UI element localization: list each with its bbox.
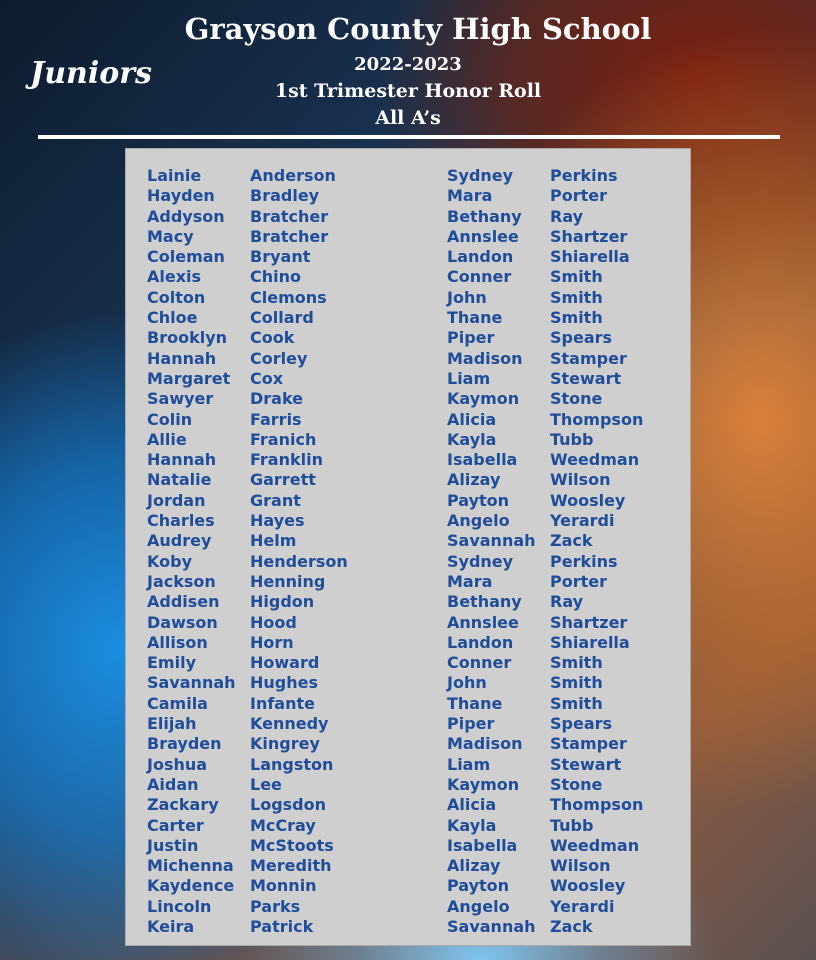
student-last-name: Spears bbox=[550, 714, 613, 734]
student-first-name: Colton bbox=[147, 287, 206, 307]
student-first-name: Payton bbox=[447, 490, 510, 510]
student-first-name: Kaymon bbox=[447, 389, 520, 409]
student-first-name: Conner bbox=[447, 267, 512, 287]
student-first-name: Piper bbox=[447, 328, 495, 348]
student-first-name: Alexis bbox=[147, 267, 202, 287]
student-last-name: Ray bbox=[550, 592, 584, 612]
student-last-name: Kennedy bbox=[250, 714, 329, 734]
student-last-name: Clemons bbox=[250, 287, 327, 307]
student-last-name: Corley bbox=[250, 348, 308, 368]
student-first-name: Savannah bbox=[147, 673, 236, 693]
student-last-name: Perkins bbox=[550, 551, 618, 571]
student-last-name: Woosley bbox=[550, 490, 626, 510]
student-first-name: Alicia bbox=[447, 409, 497, 429]
student-last-name: Drake bbox=[250, 389, 304, 409]
honor-roll-term: 1st Trimester Honor Roll bbox=[274, 80, 542, 102]
student-first-name: Annslee bbox=[447, 612, 519, 632]
student-first-name: Sawyer bbox=[147, 389, 214, 409]
student-first-name: Hayden bbox=[147, 186, 215, 206]
student-first-name: Savannah bbox=[447, 916, 536, 936]
student-first-name: Piper bbox=[447, 714, 495, 734]
student-first-name: Alizay bbox=[447, 856, 501, 876]
student-first-name: Madison bbox=[447, 734, 523, 754]
student-last-name: Ray bbox=[550, 206, 584, 226]
student-first-name: John bbox=[447, 287, 487, 307]
student-first-name: Margaret bbox=[147, 368, 231, 388]
student-first-name: John bbox=[447, 673, 487, 693]
student-last-name: Yerardi bbox=[550, 896, 615, 916]
school-year: 2022-2023 bbox=[354, 54, 462, 75]
student-last-name: Smith bbox=[550, 693, 603, 713]
student-last-name: Stewart bbox=[550, 754, 622, 774]
student-last-name: Cox bbox=[250, 368, 284, 388]
student-last-name: Collard bbox=[250, 308, 314, 328]
honor-roll-category: All A’s bbox=[375, 107, 441, 129]
student-last-name: Meredith bbox=[250, 856, 332, 876]
student-last-name: Shiarella bbox=[550, 632, 630, 652]
student-first-name: Allie bbox=[147, 429, 187, 449]
student-last-name: Franich bbox=[250, 429, 317, 449]
student-last-name: Helm bbox=[250, 531, 297, 551]
student-first-name: Kayla bbox=[447, 815, 497, 835]
student-first-name: Elijah bbox=[147, 714, 197, 734]
student-last-name: Parks bbox=[250, 896, 301, 916]
student-last-name: Spears bbox=[550, 328, 613, 348]
student-first-name: Coleman bbox=[147, 247, 225, 267]
student-first-name: Conner bbox=[447, 653, 512, 673]
student-last-name: Logsdon bbox=[250, 795, 326, 815]
student-first-name: Zackary bbox=[147, 795, 219, 815]
student-first-name: Hannah bbox=[147, 348, 217, 368]
student-first-name: Charles bbox=[147, 511, 215, 531]
student-last-name: McCray bbox=[250, 815, 316, 835]
student-last-name: Thompson bbox=[550, 409, 644, 429]
student-last-name: Bryant bbox=[250, 247, 311, 267]
student-first-name: Lainie bbox=[147, 166, 202, 185]
student-first-name: Angelo bbox=[447, 511, 510, 531]
school-title: Grayson County High School bbox=[184, 12, 652, 46]
student-first-name: Brooklyn bbox=[147, 328, 228, 348]
student-last-name: Horn bbox=[250, 632, 294, 652]
student-last-name: Henning bbox=[250, 571, 326, 591]
student-first-name: Jordan bbox=[147, 490, 206, 510]
student-last-name: Porter bbox=[550, 571, 607, 591]
student-first-name: Aidan bbox=[147, 774, 199, 794]
student-last-name: Wilson bbox=[550, 856, 611, 876]
student-last-name: Tubb bbox=[550, 815, 594, 835]
student-last-name: Woosley bbox=[550, 876, 626, 896]
student-first-name: Addisen bbox=[147, 592, 220, 612]
student-last-name: Hayes bbox=[250, 511, 305, 531]
student-last-name: Franklin bbox=[250, 450, 323, 470]
student-first-name: Madison bbox=[447, 348, 523, 368]
student-first-name: Liam bbox=[447, 368, 491, 388]
student-last-name: Stamper bbox=[550, 734, 627, 754]
student-first-name: Natalie bbox=[147, 470, 212, 490]
student-last-name: Thompson bbox=[550, 795, 644, 815]
student-first-name: Sydney bbox=[447, 551, 514, 571]
student-first-name: Allison bbox=[147, 632, 208, 652]
student-first-name: Dawson bbox=[147, 612, 218, 632]
student-last-name: Porter bbox=[550, 186, 607, 206]
student-first-name: Jackson bbox=[147, 571, 216, 591]
student-last-name: Cook bbox=[250, 328, 295, 348]
student-first-name: Brayden bbox=[147, 734, 222, 754]
header-divider bbox=[38, 135, 780, 139]
student-last-name: Chino bbox=[250, 267, 301, 287]
student-last-name: Zack bbox=[550, 531, 593, 551]
student-first-name: Camila bbox=[147, 693, 208, 713]
student-first-name: Mara bbox=[447, 571, 493, 591]
student-last-name: Lee bbox=[250, 774, 282, 794]
student-first-name: Angelo bbox=[447, 896, 510, 916]
student-last-name: Yerardi bbox=[550, 511, 615, 531]
student-first-name: Thane bbox=[447, 308, 503, 328]
student-first-name: Savannah bbox=[447, 531, 536, 551]
student-first-name: Macy bbox=[147, 226, 194, 246]
student-first-name: Isabella bbox=[447, 450, 518, 470]
student-last-name: Shartzer bbox=[550, 226, 628, 246]
student-first-name: Thane bbox=[447, 693, 503, 713]
student-last-name: Stone bbox=[550, 774, 603, 794]
student-first-name: Bethany bbox=[447, 592, 522, 612]
student-last-name: Hood bbox=[250, 612, 297, 632]
student-last-name: Perkins bbox=[550, 166, 618, 185]
student-last-name: Henderson bbox=[250, 551, 348, 571]
left-first-names-column bbox=[147, 166, 236, 937]
student-first-name: Colin bbox=[147, 409, 193, 429]
student-last-name: Smith bbox=[550, 267, 603, 287]
student-first-name: Bethany bbox=[447, 206, 522, 226]
right-last-names-column bbox=[550, 166, 643, 937]
student-first-name: Sydney bbox=[447, 166, 514, 185]
student-last-name: Patrick bbox=[250, 916, 314, 936]
student-first-name: Landon bbox=[447, 632, 514, 652]
student-last-name: Grant bbox=[250, 490, 301, 510]
student-last-name: Smith bbox=[550, 673, 603, 693]
student-last-name: Zack bbox=[550, 916, 593, 936]
student-last-name: Shiarella bbox=[550, 247, 630, 267]
student-first-name: Isabella bbox=[447, 835, 518, 855]
student-first-name: Mara bbox=[447, 186, 493, 206]
student-last-name: Tubb bbox=[550, 429, 594, 449]
student-last-name: Bratcher bbox=[250, 206, 329, 226]
student-first-name: Koby bbox=[147, 551, 192, 571]
student-last-name: Anderson bbox=[250, 166, 336, 185]
left-last-names-column bbox=[250, 166, 348, 937]
student-last-name: Monnin bbox=[250, 876, 317, 896]
student-first-name: Michenna bbox=[147, 856, 234, 876]
student-last-name: Weedman bbox=[550, 835, 640, 855]
student-last-name: Infante bbox=[250, 693, 315, 713]
student-first-name: Alizay bbox=[447, 470, 501, 490]
student-last-name: Smith bbox=[550, 287, 603, 307]
student-first-name: Lincoln bbox=[147, 896, 212, 916]
student-last-name: Kingrey bbox=[250, 734, 320, 754]
student-last-name: Stone bbox=[550, 389, 603, 409]
student-last-name: Weedman bbox=[550, 450, 640, 470]
student-first-name: Landon bbox=[447, 247, 514, 267]
student-first-name: Justin bbox=[147, 835, 199, 855]
student-last-name: Wilson bbox=[550, 470, 611, 490]
student-first-name: Joshua bbox=[147, 754, 208, 774]
student-first-name: Kaymon bbox=[447, 774, 520, 794]
student-last-name: Garrett bbox=[250, 470, 316, 490]
grade-label: Juniors bbox=[30, 56, 152, 91]
student-last-name: Howard bbox=[250, 653, 320, 673]
student-first-name: Payton bbox=[447, 876, 510, 896]
student-first-name: Addyson bbox=[147, 206, 225, 226]
student-last-name: Stamper bbox=[550, 348, 627, 368]
student-last-name: Hughes bbox=[250, 673, 318, 693]
student-last-name: McStoots bbox=[250, 835, 334, 855]
student-last-name: Stewart bbox=[550, 368, 622, 388]
student-first-name: Kayla bbox=[447, 429, 497, 449]
student-last-name: Bradley bbox=[250, 186, 320, 206]
student-first-name: Annslee bbox=[447, 226, 519, 246]
right-first-names-column bbox=[447, 166, 536, 937]
student-first-name: Kaydence bbox=[147, 876, 235, 896]
student-last-name: Langston bbox=[250, 754, 334, 774]
student-first-name: Hannah bbox=[147, 450, 217, 470]
student-last-name: Higdon bbox=[250, 592, 315, 612]
student-last-name: Farris bbox=[250, 409, 302, 429]
student-last-name: Bratcher bbox=[250, 226, 329, 246]
student-first-name: Audrey bbox=[147, 531, 212, 551]
student-first-name: Keira bbox=[147, 916, 195, 936]
student-first-name: Liam bbox=[447, 754, 491, 774]
student-first-name: Alicia bbox=[447, 795, 497, 815]
student-first-name: Carter bbox=[147, 815, 204, 835]
student-last-name: Smith bbox=[550, 653, 603, 673]
student-first-name: Emily bbox=[147, 653, 196, 673]
student-last-name: Smith bbox=[550, 308, 603, 328]
student-first-name: Chloe bbox=[147, 308, 198, 328]
student-last-name: Shartzer bbox=[550, 612, 628, 632]
